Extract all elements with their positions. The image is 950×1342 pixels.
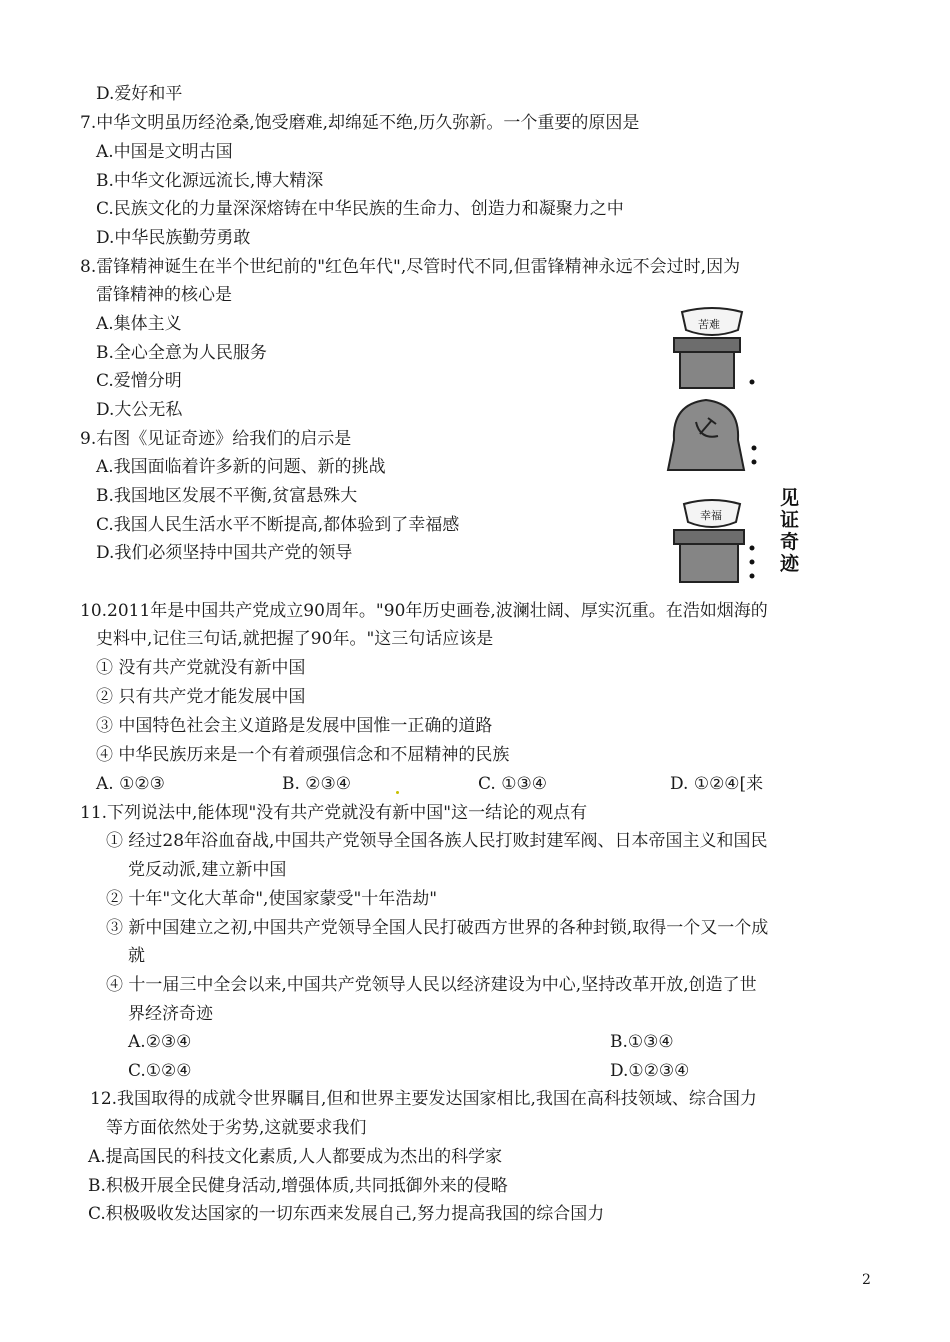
q11-item-2: ② 十年"文化大革命",使国家蒙受"十年浩劫" [106,889,438,909]
q9-stem: 9.右图《见证奇迹》给我们的启示是 [80,429,352,449]
q10-option-a: A. ①②③ [96,774,165,794]
q11-item-1a: ① 经过28年浴血奋战,中国共产党领导全国各族人民打败封建军阀、日本帝国主义和国民 [106,831,768,851]
bowl-label-hardship: 苦难 [698,318,720,331]
dot-icon [752,446,757,451]
q8-stem-line1: 8.雷锋精神诞生在半个世纪前的"红色年代",尽管时代不同,但雷锋精神永远不会过时,因为 [80,257,741,277]
q9-option-a: A.我国面临着许多新的问题、新的挑战 [96,457,386,477]
q9-option-c: C.我国人民生活水平不断提高,都体验到了幸福感 [96,515,460,535]
stray-dot [396,791,399,794]
q11-option-c: C.①②④ [128,1061,192,1081]
figure-title-char: 证 [780,509,800,531]
q7-option-d: D.中华民族勤劳勇敢 [96,228,251,248]
q12-option-c: C.积极吸收发达国家的一切东西来发展自己,努力提高我国的综合国力 [88,1204,605,1224]
q9-option-d: D.我们必须坚持中国共产党的领导 [96,543,353,563]
q11-item-3a: ③ 新中国建立之初,中国共产党领导全国人民打破西方世界的各种封锁,取得一个又一个成 [106,918,769,938]
q7-option-c: C.民族文化的力量深深熔铸在中华民族的生命力、创造力和凝聚力之中 [96,199,624,219]
q11-item-1b: 党反动派,建立新中国 [128,860,287,880]
dot-icon [750,574,755,579]
q10-stem-line2: 史料中,记住三句话,就把握了90年。"这三句话应该是 [96,629,494,649]
page-number: 2 [862,1272,871,1288]
q12-stem-line1: 12.我国取得的成就令世界瞩目,但和世界主要发达国家相比,我国在高科技领域、综合国力 [90,1089,757,1109]
q11-option-d: D.①②③④ [610,1061,690,1081]
q11-item-4a: ④ 十一届三中全会以来,中国共产党领导人民以经济建设为中心,坚持改革开放,创造了世 [106,975,757,995]
q9-option-b: B.我国地区发展不平衡,贫富悬殊大 [96,486,358,506]
q8-option-a: A.集体主义 [96,314,182,334]
dot-icon [750,380,755,385]
q11-option-a: A.②③④ [128,1032,192,1052]
q8-option-c: C.爱憎分明 [96,371,182,391]
q10-item-3: ③ 中国特色社会主义道路是发展中国惟一正确的道路 [96,716,493,736]
figure-title-char: 奇 [780,531,800,553]
q12-stem-line2: 等方面依然处于劣势,这就要求我们 [106,1118,367,1138]
dot-icon [750,560,755,565]
stand-base-icon [680,352,734,388]
q7-stem: 7.中华文明虽历经沧桑,饱受磨难,却绵延不绝,历久弥新。一个重要的原因是 [80,113,640,133]
q7-option-b: B.中华文化源远流长,博大精深 [96,171,324,191]
q10-item-2: ② 只有共产党才能发展中国 [96,687,306,707]
dot-icon [750,546,755,551]
q10-option-d: D. ①②④[来 [670,774,764,794]
bowl-label-happiness: 幸福 [700,509,722,522]
figure-title-char: 见 [780,487,800,509]
q8-stem-line2: 雷锋精神的核心是 [96,285,232,305]
q11-option-b: B.①③④ [610,1032,674,1052]
q10-stem-line1: 10.2011年是中国共产党成立90周年。"90年历史画卷,波澜壮阔、厚实沉重。在浩如烟海的 [80,601,768,621]
q10-options [0,772,950,796]
figure-title-char: 迹 [780,553,800,575]
q10-option-b: B. ②③④ [282,774,352,794]
q10-item-4: ④ 中华民族历来是一个有着顽强信念和不屈精神的民族 [96,745,510,765]
q12-option-a: A.提高国民的科技文化素质,人人都要成为杰出的科学家 [88,1147,503,1167]
q8-option-d: D.大公无私 [96,400,183,420]
q11-stem: 11.下列说法中,能体现"没有共产党就没有新中国"这一结论的观点有 [80,803,588,823]
dot-icon [752,460,757,465]
stand-icon [674,338,740,352]
stand-icon [674,530,744,544]
q8-option-b: B.全心全意为人民服务 [96,343,267,363]
q10-option-c: C. ①③④ [478,774,547,794]
witness-miracle-figure [660,300,820,590]
q6-option-d: D.爱好和平 [96,84,183,104]
q10-item-1: ① 没有共产党就没有新中国 [96,658,306,678]
q11-item-3b: 就 [128,946,145,966]
stand-base-icon [680,544,738,582]
q7-option-a: A.中国是文明古国 [96,142,233,162]
q12-option-b: B.积极开展全民健身活动,增强体质,共同抵御外来的侵略 [88,1176,508,1196]
q11-item-4b: 界经济奇迹 [128,1004,213,1024]
